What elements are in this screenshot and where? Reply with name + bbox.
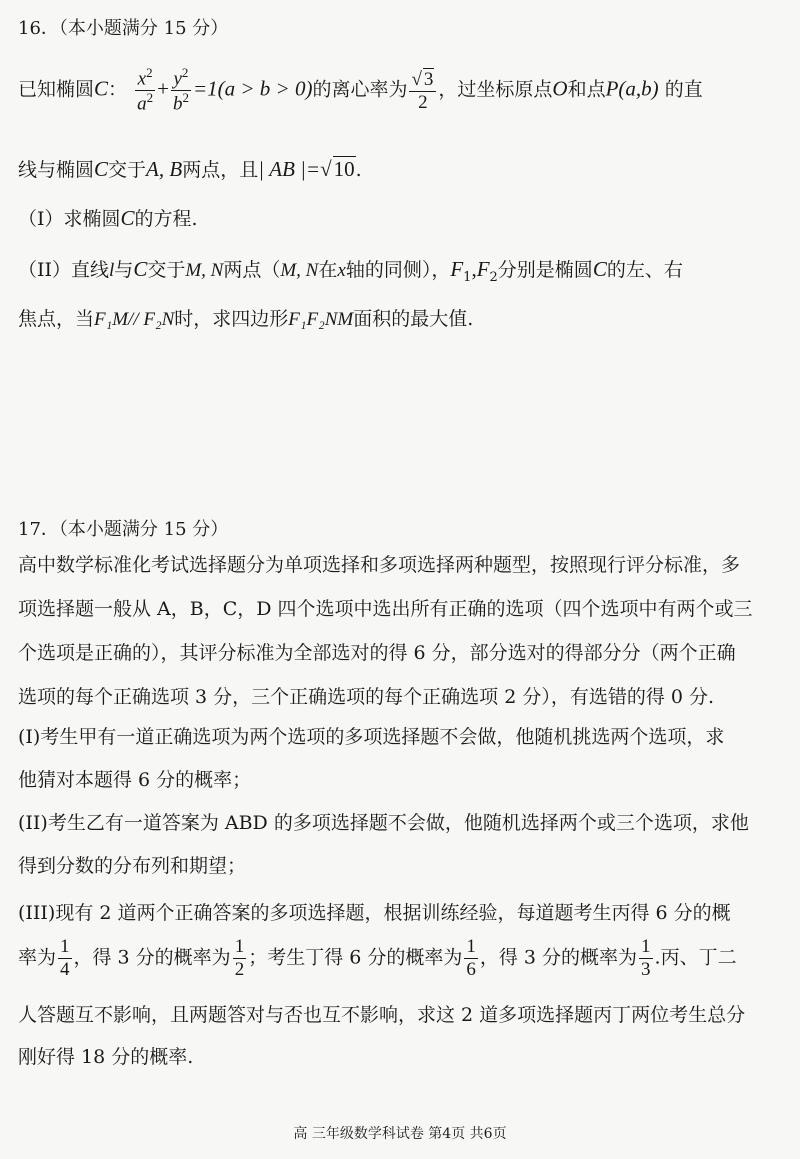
q16-part2-line1: （II）直线l与C交于M, N两点（M, N在x轴的同侧），$F_1,F_2$分别是椭圆C的左、右 bbox=[18, 257, 683, 285]
q17-line: 选项的每个正确选项 3 分，三个正确选项的每个正确选项 2 分），有选错的得 0 分. bbox=[18, 686, 715, 708]
fraction-y2-b2: $\frac{y^2}{b^2}$ bbox=[172, 65, 189, 115]
q17-header: 17．（本小题满分 15 分） bbox=[18, 519, 229, 540]
q17-part2-line: (II)考生乙有一道答案为 ABD 的多项选择题不会做，他随机选择两个或三个选项，求他 bbox=[18, 812, 749, 834]
q16-stem-line2: 线与椭圆C交于A, B两点，且| AB |=√10. bbox=[18, 157, 362, 181]
fraction-1-2: $\frac{1}{2}$ bbox=[234, 936, 245, 980]
q17-part3-line: (III)现有 2 道两个正确答案的多项选择题，根据训练经验，每道题考生丙得 6 分的概 bbox=[18, 902, 731, 924]
fraction-1-4: $\frac{1}{4}$ bbox=[60, 936, 70, 980]
page-footer: 高 三年级数学科试卷 第4页 共6页 bbox=[293, 1126, 507, 1142]
q16-header: 16．（本小题满分 15 分） bbox=[18, 18, 229, 39]
q17-part3-fraction-line: 率为 $\frac{1}{4}$ ，得 3 分的概率为 $\frac{1}{2}$ ；考生丁得 6 分的概率为 $\frac{1}{6}$ ，得 3 分的概率为 $\frac{1}{3}$ .丙、丁二 bbox=[18, 936, 737, 980]
q17-part3-line: 刚好得 18 分的概率. bbox=[18, 1046, 194, 1068]
q17-part1-line: 他猜对本题得 6 分的概率； bbox=[18, 769, 252, 791]
q16-part2-line2: 焦点，当F₁M// F₂N时，求四边形F₁F₂NM面积的最大值. bbox=[18, 308, 474, 330]
fraction-1-3: $\frac{1}{3}$ bbox=[641, 936, 651, 980]
q17-part3-line: 人答题互不影响，且两题答对与否也互不影响，求这 2 道多项选择题丙丁两位考生总分 bbox=[18, 1004, 746, 1026]
fraction-1-6: $\frac{1}{6}$ bbox=[466, 936, 476, 980]
fraction-sqrt3-over-2: $\frac{√ 3}{2}$ bbox=[409, 68, 436, 114]
q17-line: 项选择题一般从 A，B，C，D 四个选项中选出所有正确的选项（四个选项中有两个或三 bbox=[18, 598, 753, 620]
q16-part1: （I）求椭圆C的方程. bbox=[18, 206, 198, 230]
q17-part1-line: (I)考生甲有一道正确选项为两个选项的多项选择题不会做，他随机挑选两个选项，求 bbox=[18, 726, 725, 748]
q17-line: 高中数学标准化考试选择题分为单项选择和多项选择两种题型，按照现行评分标准，多 bbox=[18, 554, 741, 576]
q17-line: 个选项是正确的），其评分标准为全部选对的得 6 分，部分选对的得部分分（两个正确 bbox=[18, 642, 736, 664]
q16-stem-line1: 已知椭圆C： $\frac{x^2}{a^2}$ + $\frac{y^2}{b^2}$ =1(a > b > 0)的离心率为 $\frac{√ 3}{2}$ ，过坐标原点O和点P(a,b) 的直 bbox=[18, 65, 703, 115]
q17-part2-line: 得到分数的分布列和期望； bbox=[18, 855, 247, 877]
fraction-x2-a2: $\frac{x^2}{a^2}$ bbox=[137, 65, 154, 115]
